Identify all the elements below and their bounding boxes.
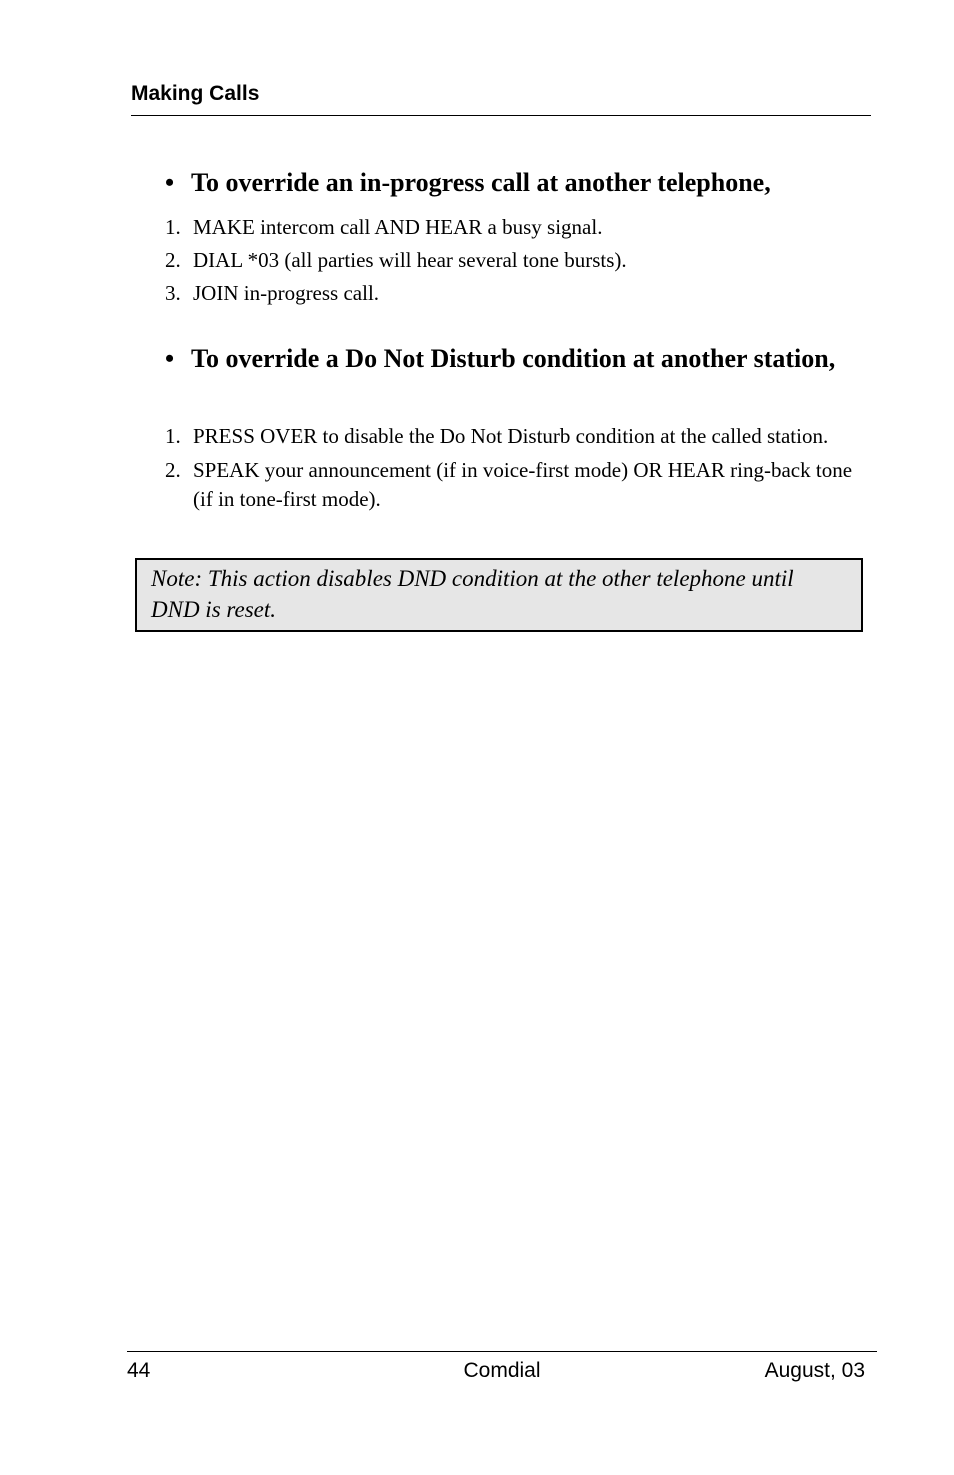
section-heading-override-call	[165, 166, 865, 200]
step-text: SPEAK your announcement (if in voice-first mode) OR HEAR ring-back tone (if in tone-first mode).	[193, 458, 853, 511]
bullet-icon: •	[165, 168, 175, 197]
section-heading-text: To override a Do Not Disturb condition at another station,	[191, 344, 836, 373]
page-footer	[127, 1351, 877, 1386]
section-heading-text: To override an in-progress call at another telephone,	[191, 168, 771, 197]
list-item	[165, 422, 865, 451]
note-text: Note: This action disables DND condition at the other telephone until DND is reset.	[151, 566, 794, 622]
list-item	[165, 456, 865, 514]
steps-list-override-dnd	[165, 422, 865, 514]
footer-company: Comdial	[463, 1359, 541, 1382]
list-item	[165, 279, 865, 308]
step-number: 2.	[165, 248, 181, 272]
list-item	[165, 213, 865, 242]
footer-date: August, 03	[764, 1359, 865, 1382]
bullet-icon: •	[165, 344, 175, 373]
step-number: 2.	[165, 458, 181, 482]
step-text: PRESS OVER to disable the Do Not Disturb condition at the called station.	[193, 424, 829, 448]
page-number: 44	[127, 1359, 151, 1382]
section-heading-override-dnd	[165, 342, 865, 376]
note-box	[135, 558, 863, 632]
step-number: 1.	[165, 424, 181, 448]
step-number: 1.	[165, 215, 181, 239]
step-text: MAKE intercom call AND HEAR a busy signal.	[193, 215, 603, 239]
steps-list-override-call	[165, 213, 865, 308]
step-text: DIAL *03 (all parties will hear several tone bursts).	[193, 248, 627, 272]
step-text: JOIN in-progress call.	[193, 281, 380, 305]
list-item	[165, 246, 865, 275]
page-header	[131, 80, 871, 116]
step-number: 3.	[165, 281, 181, 305]
header-title: Making Calls	[131, 82, 260, 105]
